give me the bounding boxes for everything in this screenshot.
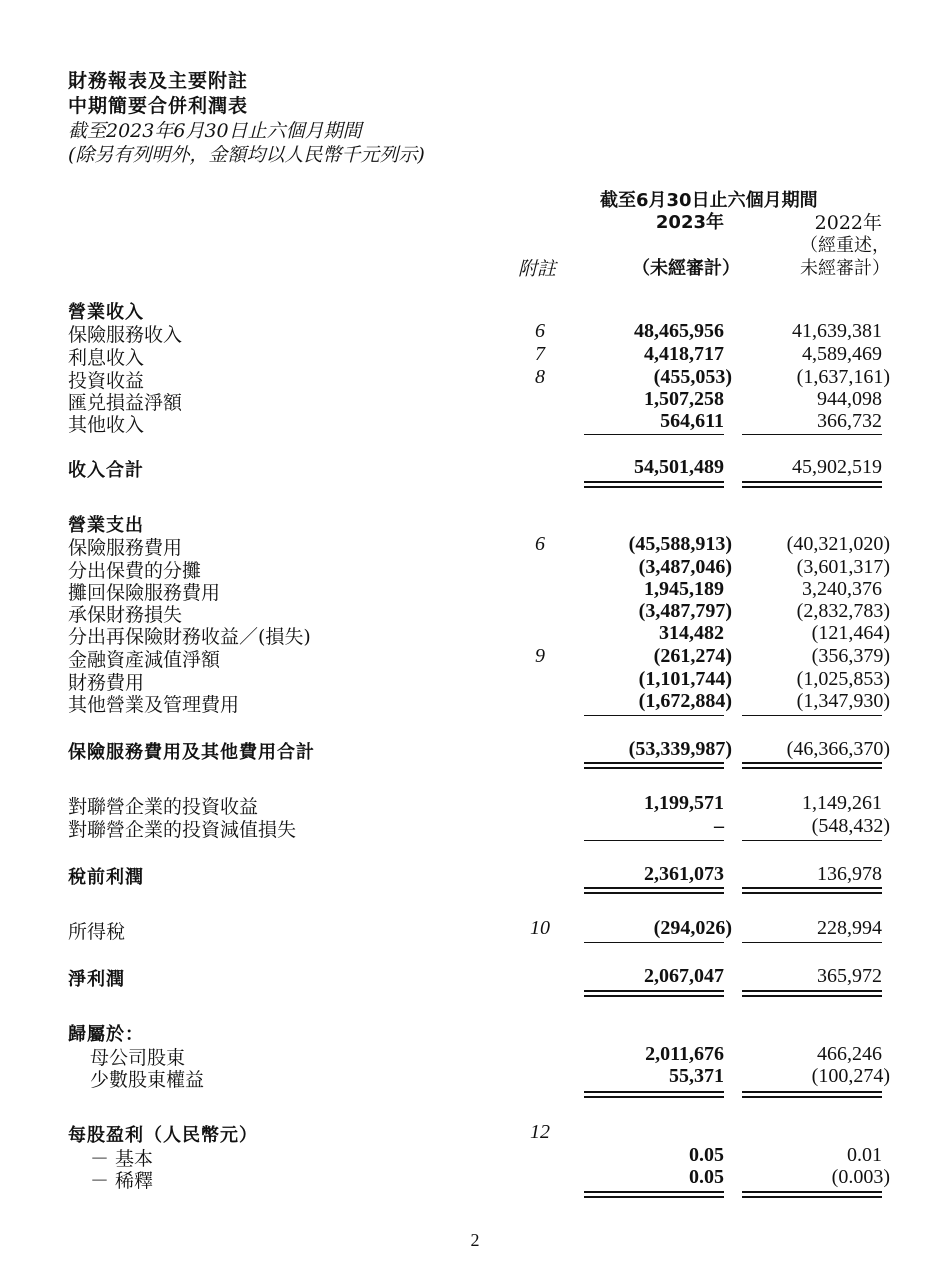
report-title: 財務報表及主要附註	[68, 70, 249, 92]
expense-row-2023: (1,101,744)	[638, 668, 732, 690]
revenue-row-label: 其他收入	[68, 414, 145, 436]
revenue-heading: 營業收入	[68, 302, 144, 323]
associate-row-2023: 1,199,571	[644, 792, 724, 814]
subtotal-rule	[584, 942, 724, 943]
revenue-row-2023: (455,053)	[653, 366, 732, 388]
expense-row-2023: 314,482	[659, 622, 724, 644]
associate-row-2023: –	[714, 815, 724, 837]
expense-row-label: 分出再保險財務收益／(損失)	[68, 626, 311, 648]
total-double-rule	[584, 990, 724, 997]
expense-row-2023: (3,487,797)	[638, 600, 732, 622]
total-double-rule	[584, 887, 724, 894]
revenue-row-2023: 48,465,956	[634, 320, 724, 342]
expense-row-label: 金融資產減值淨額	[68, 649, 221, 671]
profit-before-tax-2022: 136,978	[817, 863, 882, 885]
expenses-total-2023: (53,339,987)	[628, 738, 732, 760]
revenue-row-note: 6	[535, 320, 545, 342]
expense-row-2023: (261,274)	[653, 645, 732, 667]
year-2023-status: （未經審計）	[632, 258, 740, 279]
revenue-total-2022: 45,902,519	[792, 456, 882, 478]
revenue-row-label: 保險服務收入	[68, 324, 183, 346]
period-subtitle: 截至2023年6月30日止六個月期間	[68, 120, 362, 142]
expense-row-label: 財務費用	[68, 672, 145, 694]
eps-row-2022: 0.01	[847, 1144, 882, 1166]
revenue-row-label: 利息收入	[68, 347, 145, 369]
expense-row-2023: 1,945,189	[644, 578, 724, 600]
total-double-rule	[742, 1191, 882, 1198]
associate-row-label: 對聯營企業的投資收益	[68, 796, 259, 818]
total-double-rule	[584, 1091, 724, 1098]
attributable-row-2023: 2,011,676	[645, 1043, 724, 1065]
subtotal-rule	[742, 715, 882, 716]
net-profit-2022: 365,972	[817, 965, 882, 987]
expense-row-2022: (2,832,783)	[796, 600, 890, 622]
year-2023-header: 2023年	[655, 212, 724, 233]
expense-row-2022: (3,601,317)	[796, 556, 890, 578]
expenses-total-label: 保險服務費用及其他費用合計	[68, 742, 315, 763]
expense-row-label: 攤回保險服務費用	[68, 582, 221, 604]
associate-row-2022: (548,432)	[811, 815, 890, 837]
expense-row-2022: (40,321,020)	[786, 533, 890, 555]
revenue-row-label: 匯兑損益淨額	[68, 392, 183, 414]
expense-row-label: 保險服務費用	[68, 537, 183, 559]
statement-title: 中期簡要合併利潤表	[68, 95, 249, 117]
revenue-total-label: 收入合計	[68, 460, 144, 481]
subtotal-rule	[584, 434, 724, 435]
eps-note: 12	[530, 1121, 550, 1143]
revenue-row-2022: 366,732	[817, 410, 882, 432]
income-tax-2023: (294,026)	[653, 917, 732, 939]
page-number: 2	[470, 1230, 480, 1250]
expenses-heading: 營業支出	[68, 515, 144, 536]
revenue-total-2023: 54,501,489	[634, 456, 724, 478]
expense-row-note: 9	[535, 645, 545, 667]
revenue-row-2023: 4,418,717	[644, 343, 724, 365]
income-tax-note: 10	[530, 917, 550, 939]
expense-row-2022: (121,464)	[811, 622, 890, 644]
attributable-row-2022: (100,274)	[811, 1065, 890, 1087]
revenue-row-2022: 944,098	[817, 388, 882, 410]
year-2022-status-1: （經重述，	[800, 235, 890, 256]
profit-before-tax-2023: 2,361,073	[644, 863, 724, 885]
year-2022-status-2: 未經審計）	[800, 258, 890, 279]
eps-row-2023: 0.05	[689, 1144, 724, 1166]
subtotal-rule	[584, 715, 724, 716]
expense-row-2023: (45,588,913)	[628, 533, 732, 555]
revenue-row-2022: 41,639,381	[792, 320, 882, 342]
currency-note: (除另有列明外，金額均以人民幣千元列示)	[68, 144, 425, 166]
expense-row-2022: (1,025,853)	[796, 668, 890, 690]
expense-row-label: 分出保費的分攤	[68, 560, 202, 582]
total-double-rule	[584, 762, 724, 769]
profit-before-tax-label: 稅前利潤	[68, 867, 144, 888]
expense-row-label: 其他營業及管理費用	[68, 694, 240, 716]
total-double-rule	[742, 1091, 882, 1098]
total-double-rule	[584, 1191, 724, 1198]
year-2022-header: 2022年	[814, 212, 882, 234]
attributable-row-2023: 55,371	[669, 1065, 724, 1087]
expenses-total-2022: (46,366,370)	[786, 738, 890, 760]
revenue-row-2022: (1,637,161)	[796, 366, 890, 388]
eps-row-label: － 稀釋	[90, 1170, 154, 1192]
net-profit-2023: 2,067,047	[644, 965, 724, 987]
expense-row-2022: (356,379)	[811, 645, 890, 667]
expense-row-label: 承保財務損失	[68, 604, 183, 626]
income-tax-2022: 228,994	[817, 917, 882, 939]
attributable-row-label: 母公司股東	[90, 1047, 186, 1069]
subtotal-rule	[742, 840, 882, 841]
eps-heading: 每股盈利（人民幣元）	[68, 1125, 258, 1146]
revenue-row-2022: 4,589,469	[802, 343, 882, 365]
subtotal-rule	[742, 942, 882, 943]
total-double-rule	[742, 481, 882, 488]
attributable-heading: 歸屬於：	[68, 1024, 144, 1045]
expense-row-note: 6	[535, 533, 545, 555]
eps-row-2023: 0.05	[689, 1166, 724, 1188]
expense-row-2023: (3,487,046)	[638, 556, 732, 578]
note-column-header: 附註	[518, 258, 557, 280]
revenue-row-2023: 1,507,258	[644, 388, 724, 410]
net-profit-label: 淨利潤	[68, 969, 125, 990]
attributable-row-label: 少數股東權益	[90, 1069, 205, 1091]
revenue-row-note: 8	[535, 366, 545, 388]
attributable-row-2022: 466,246	[817, 1043, 882, 1065]
total-double-rule	[742, 762, 882, 769]
income-tax-label: 所得稅	[68, 921, 126, 943]
eps-row-label: － 基本	[90, 1148, 154, 1170]
total-double-rule	[742, 887, 882, 894]
subtotal-rule	[742, 434, 882, 435]
expense-row-2022: 3,240,376	[802, 578, 882, 600]
revenue-row-note: 7	[535, 343, 545, 365]
expense-row-2022: (1,347,930)	[796, 690, 890, 712]
expense-row-2023: (1,672,884)	[638, 690, 732, 712]
revenue-row-2023: 564,611	[660, 410, 724, 432]
eps-row-2022: (0.003)	[831, 1166, 890, 1188]
revenue-row-label: 投資收益	[68, 370, 145, 392]
total-double-rule	[742, 990, 882, 997]
period-header: 截至6月30日止六個月期間	[600, 190, 818, 211]
total-double-rule	[584, 481, 724, 488]
subtotal-rule	[584, 840, 724, 841]
associate-row-label: 對聯營企業的投資減值損失	[68, 819, 297, 841]
associate-row-2022: 1,149,261	[802, 792, 882, 814]
